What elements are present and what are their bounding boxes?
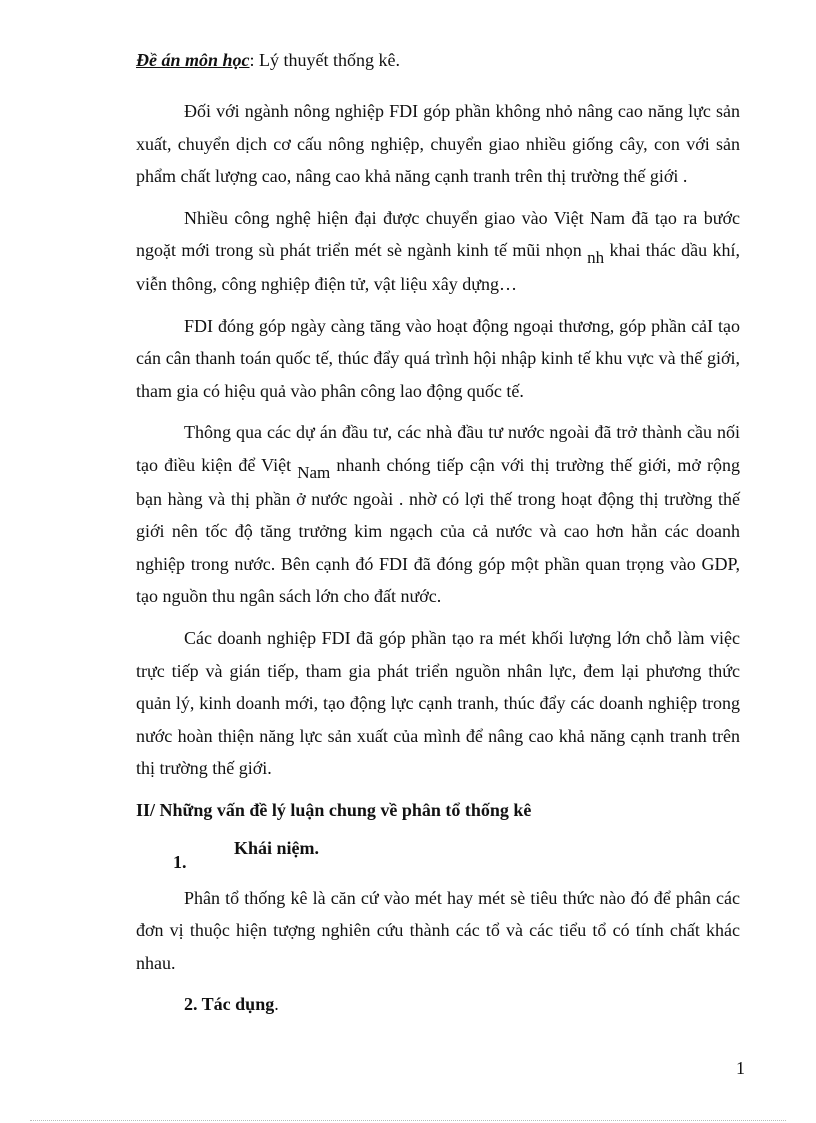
subsection-concept-number: 1. [173,851,187,872]
page-bottom-border [30,1120,786,1121]
subsection-concept [136,838,740,882]
paragraph-technology-text-b: khai thác dầu khí, viễn thông, công nghiệp điện tử, vật liệu xây dựng… [136,240,740,294]
header-label: Đề án môn học [136,50,250,70]
header-subject: Lý thuyết thống kê. [259,50,401,70]
section-heading: II/ Những vấn đề lý luận chung về phân tổ thống kê [136,799,532,820]
page-number: 1 [736,1058,745,1078]
paragraph-technology-dropped-word: nh [587,248,605,268]
page-header [136,48,400,72]
header-separator: : [249,50,260,70]
subsection-concept-title: Khái niệm. [234,837,320,858]
subsection-effect [184,989,740,1019]
subsection-effect-dot: . [274,993,279,1014]
paragraph-technology-text-a: Nhiều công nghệ hiện đại được chuyển giao vào Việt Nam đã tạo ra bước ngoặt mới trong sù phát triển mét sè ngành kinh tế mũi nhọn [136,207,740,261]
paragraph-investment [136,416,740,613]
paragraph-definition: Phân tổ thống kê là căn cứ vào mét hay mét sè tiêu thức nào đó để phân các đơn vị thuộc hiện tượng nghiên cứu thành các tổ và các tiểu tổ có tính chất khác nhau. [136,887,740,974]
paragraph-trade: FDI đóng góp ngày càng tăng vào hoạt động ngoại thương, góp phần cảI tạo cán cân thanh toán quốc tế, thúc đẩy quá trình hội nhập kinh tế khu vực và thế giới, tham gia có hiệu quả vào phân công lao động quốc tế. [136,315,740,401]
paragraph-investment-dropped-word: Nam [297,462,331,482]
paragraph-agriculture: Đối với ngành nông nghiệp FDI góp phần không nhỏ nâng cao năng lực sản xuất, chuyển dịch cơ cấu nông nghiệp, chuyển giao nhiều giống cây, con với sản phẩm chất lượng cao, nâng cao khả năng cạnh tranh trên thị trường thế giới . [136,101,740,187]
subsection-effect-title: 2. Tác dụng [184,993,275,1014]
document-body [136,95,740,1019]
paragraph-technology [136,202,740,301]
paragraph-employment: Các doanh nghiệp FDI đã góp phần tạo ra mét khối lượng lớn chỗ làm việc trực tiếp và gián tiếp, tham gia phát triển nguồn nhân lực, đem lại phương thức quản lý, kinh doanh mới, tạo động lực cạnh tranh, thúc đẩy các doanh nghiệp trong nước hoàn thiện năng lực sản xuất của mình để nâng cao khả năng cạnh tranh trên thị trường thế giới. [136,627,740,779]
paragraph-investment-text-a: Thông qua các dự án đầu tư, các nhà đầu tư nước ngoài đã trở thành cầu nối tạo điều kiện để Việt [136,422,740,475]
paragraph-investment-text-b: nhanh chóng tiếp cận với thị trường thế giới, mở rộng bạn hàng và thị phần ở nước ngoài . nhờ có lợi thế trong hoạt động thị trường thế giới nên tốc độ tăng trưởng kim ngạch của cả nước và cao hơn hẳn các doanh nghiệp trong nước. Bên cạnh đó FDI đã đóng góp một phần quan trọng vào GDP, tạo nguồn thu ngân sách lớn cho đất nước. [136,454,741,607]
